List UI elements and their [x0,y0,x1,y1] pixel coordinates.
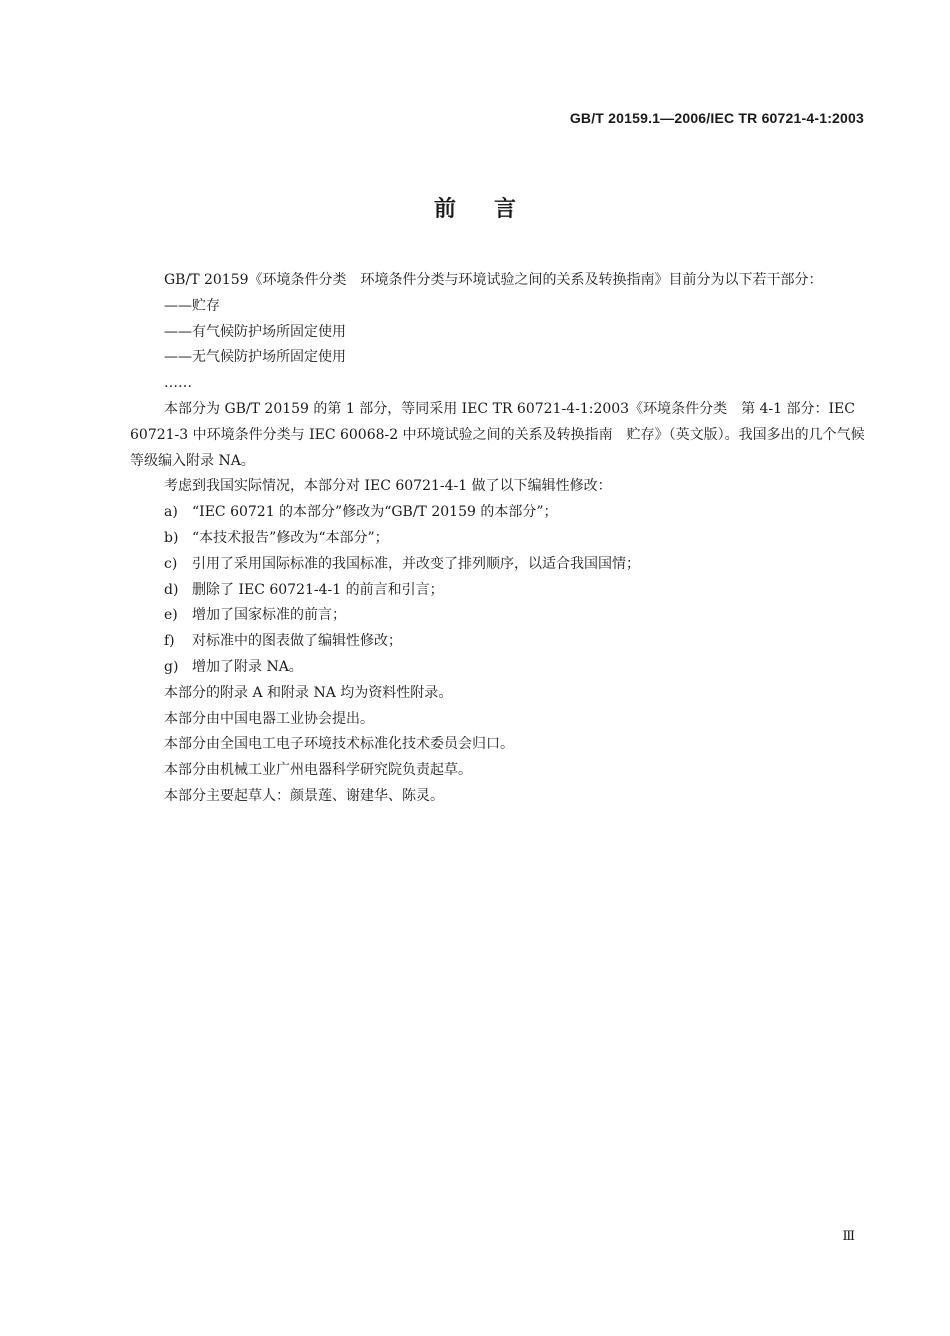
edit-item-mark: b) [164,529,179,546]
edit-item [130,655,865,681]
edit-item-text: “IEC 60721 的本部分”修改为“GB/T 20159 的本部分”； [192,504,558,521]
adoption-paragraph: 本部分为 GB/T 20159 的第 1 部分，等同采用 IEC TR 60721-4-1:2003《环境条件分类 第 4-1 部分：IEC 60721-3 中环境条件分类与 IEC 60068-2 中环境试验之间的关系及转换指南 贮存》（英文版）。我国多出的几个气候等级编入附录 NA。 [130,400,865,469]
edit-item [130,526,865,552]
edit-item-text: 引用了采用国际标准的我国标准，并改变了排列顺序，以适合我国国情； [192,555,640,572]
edit-item-mark: g) [164,658,179,675]
edit-item [130,578,865,604]
drafters: 本部分主要起草人：颜景莲、谢建华、陈灵。 [164,787,444,804]
edit-item-text: “本技术报告”修改为“本部分”； [192,529,389,546]
part-item: ——贮存 [164,297,220,314]
edit-item-mark: c) [164,555,178,572]
edit-item-text: 对标准中的图表做了编辑性修改； [192,633,402,650]
part-item: ——有气候防护场所固定使用 [164,323,346,340]
proposed-by: 本部分由中国电器工业协会提出。 [164,710,374,727]
edit-item-mark: f) [164,633,175,650]
annex-note: 本部分的附录 A 和附录 NA 均为资料性附录。 [164,684,453,701]
edit-item-mark: e) [164,607,178,624]
page-title: 前言 [433,197,554,222]
centralized-by: 本部分由全国电工电子环境技术标准化技术委员会归口。 [164,736,514,753]
drafted-by: 本部分由机械工业广州电器科学研究院负责起草。 [164,762,472,779]
edit-item-text: 删除了 IEC 60721-4-1 的前言和引言； [192,581,444,598]
edit-item-text: 增加了国家标准的前言； [192,607,346,624]
part-item: ——无气候防护场所固定使用 [164,349,346,366]
page-number: Ⅲ [842,1229,855,1244]
edit-item [130,603,865,629]
standard-header: GB/T 20159.1—2006/IEC TR 60721-4-1:2003 [569,110,864,126]
document-body [130,268,865,810]
part-ellipsis: …… [164,375,192,392]
edit-item [130,629,865,655]
edit-item-mark: a) [164,504,178,521]
intro-paragraph: GB/T 20159《环境条件分类 环境条件分类与环境试验之间的关系及转换指南》目前分为以下若干部分： [164,272,823,288]
edit-item [130,500,865,526]
edit-item-text: 增加了附录 NA。 [192,658,303,675]
edit-item-mark: d) [164,581,179,598]
edit-item [130,552,865,578]
edits-intro: 考虑到我国实际情况，本部分对 IEC 60721-4-1 做了以下编辑性修改： [164,478,612,495]
